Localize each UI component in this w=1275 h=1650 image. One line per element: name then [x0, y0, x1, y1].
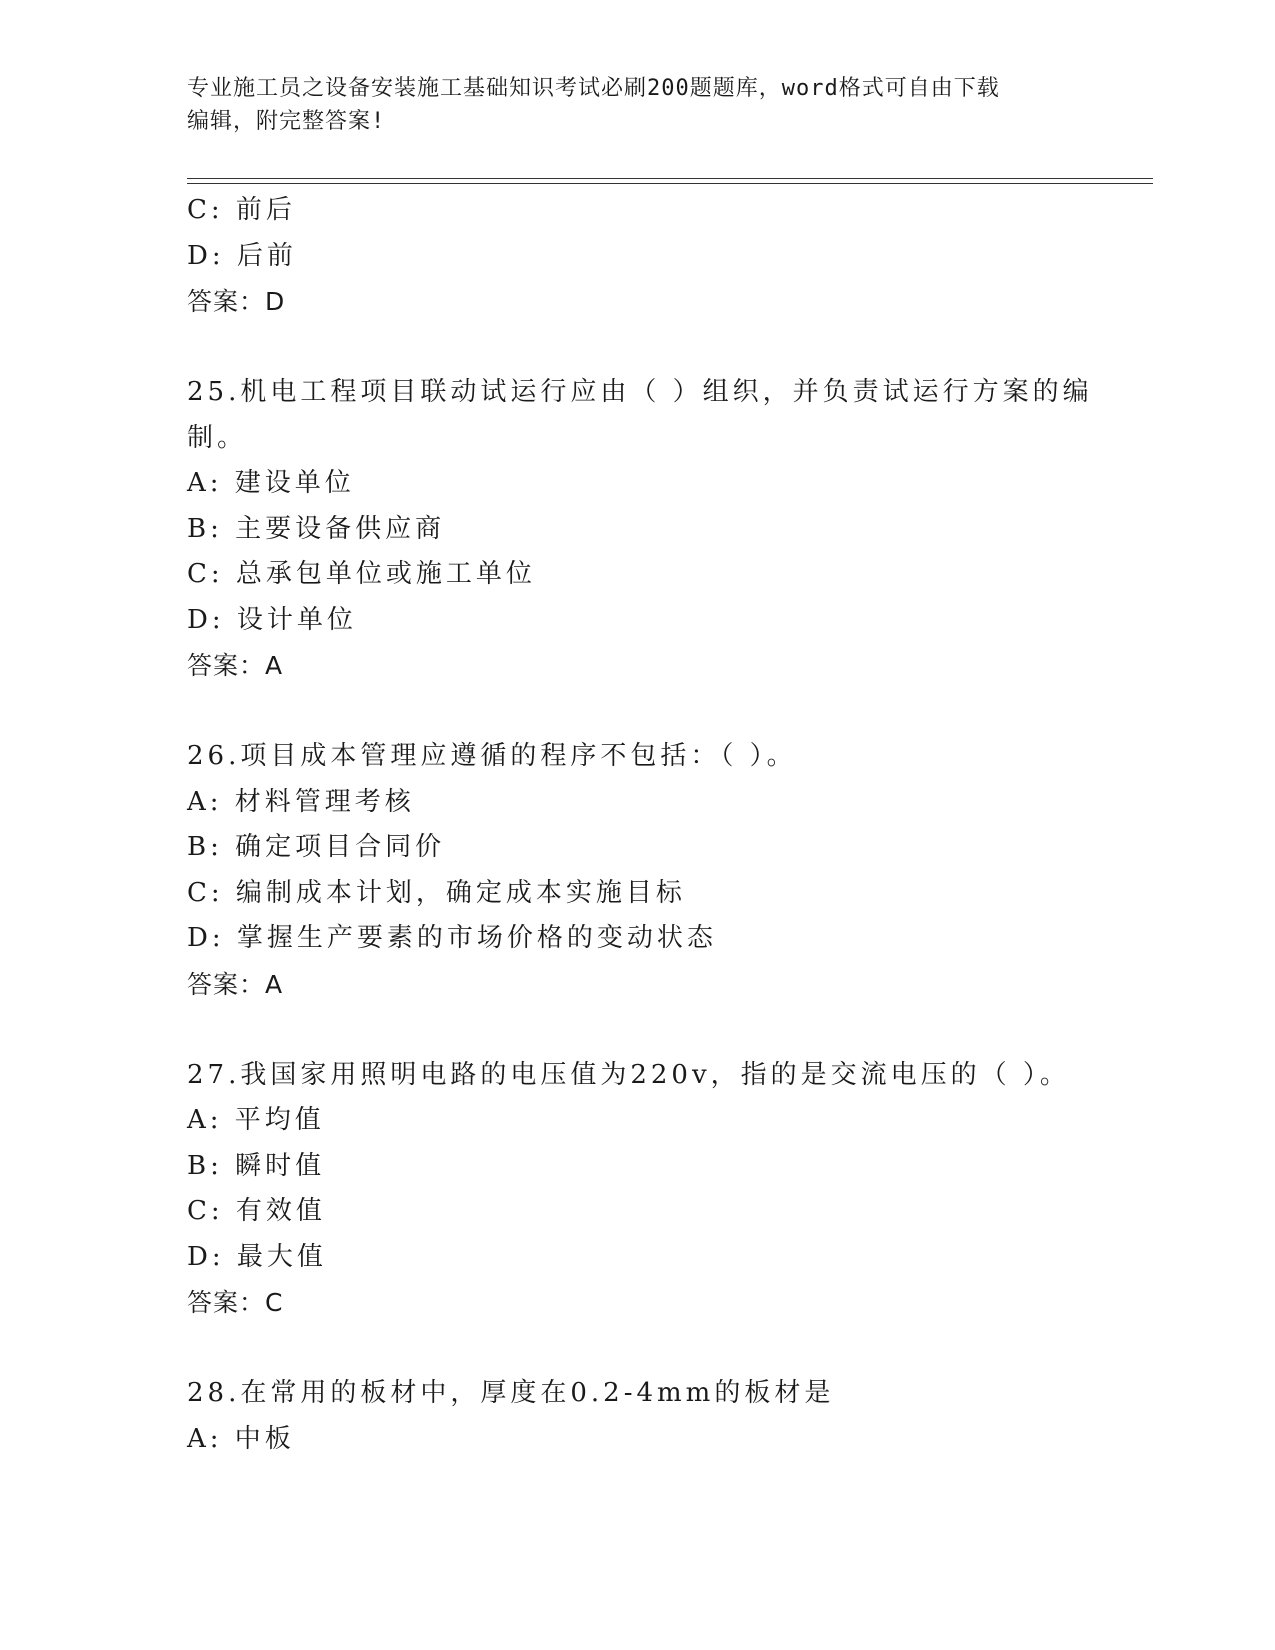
answer-line: 答案：A: [187, 969, 284, 999]
option-b: B: 主要设备供应商: [187, 513, 446, 544]
question-title: 27.我国家用照明电路的电压值为220v，指的是交流电压的（ ）。: [187, 1059, 1070, 1090]
answer-line: 答案：D: [187, 287, 286, 316]
prev-question-block: [187, 188, 1087, 325]
option-d: D: 掌握生产要素的市场价格的变动状态: [187, 923, 717, 953]
document-header: [187, 72, 1067, 138]
question-title-continued: 制。: [187, 422, 248, 453]
header-rule-top: [187, 178, 1153, 179]
option-a: A: 平均值: [187, 1105, 325, 1135]
question-title: 25.机电工程项目联动试运行应由（ ）组织，并负责试运行方案的编: [187, 377, 1093, 407]
question-title: 26.项目成本管理应遵循的程序不包括：（ ）。: [187, 741, 797, 771]
header-line-1: 专业施工员之设备安装施工基础知识考试必刷200题题库，word格式可自由下载: [187, 76, 1000, 101]
option-c: C: 有效值: [187, 1196, 326, 1226]
question-26: [187, 734, 1087, 1007]
header-line-2: 编辑，附完整答案!: [187, 109, 386, 134]
option-d: D: 设计单位: [187, 604, 357, 635]
spacer: [187, 1007, 1087, 1053]
option-d: D: 最大值: [187, 1241, 327, 1272]
answer-line: 答案：A: [187, 651, 284, 680]
spacer: [187, 1326, 1087, 1372]
option-b: B: 瞬时值: [187, 1150, 326, 1181]
option-a: A: 中板: [187, 1423, 295, 1454]
spacer: [187, 689, 1087, 735]
question-list: [187, 188, 1093, 1462]
option-c: C: 编制成本计划，确定成本实施目标: [187, 877, 686, 908]
question-title: 28.在常用的板材中，厚度在0.2-4mm的板材是: [187, 1378, 835, 1408]
answer-line: 答案：C: [187, 1288, 284, 1317]
option-c: C: 前后: [187, 195, 296, 225]
spacer: [187, 325, 1087, 371]
question-28: [187, 1371, 1087, 1462]
question-27: [187, 1053, 1087, 1326]
option-d: D: 后前: [187, 240, 297, 271]
option-c: C: 总承包单位或施工单位: [187, 559, 536, 589]
header-rule-bottom: [187, 183, 1153, 184]
question-25: [187, 370, 1093, 689]
option-b: B: 确定项目合同价: [187, 832, 446, 862]
option-a: A: 建设单位: [187, 468, 355, 498]
option-a: A: 材料管理考核: [187, 786, 415, 817]
